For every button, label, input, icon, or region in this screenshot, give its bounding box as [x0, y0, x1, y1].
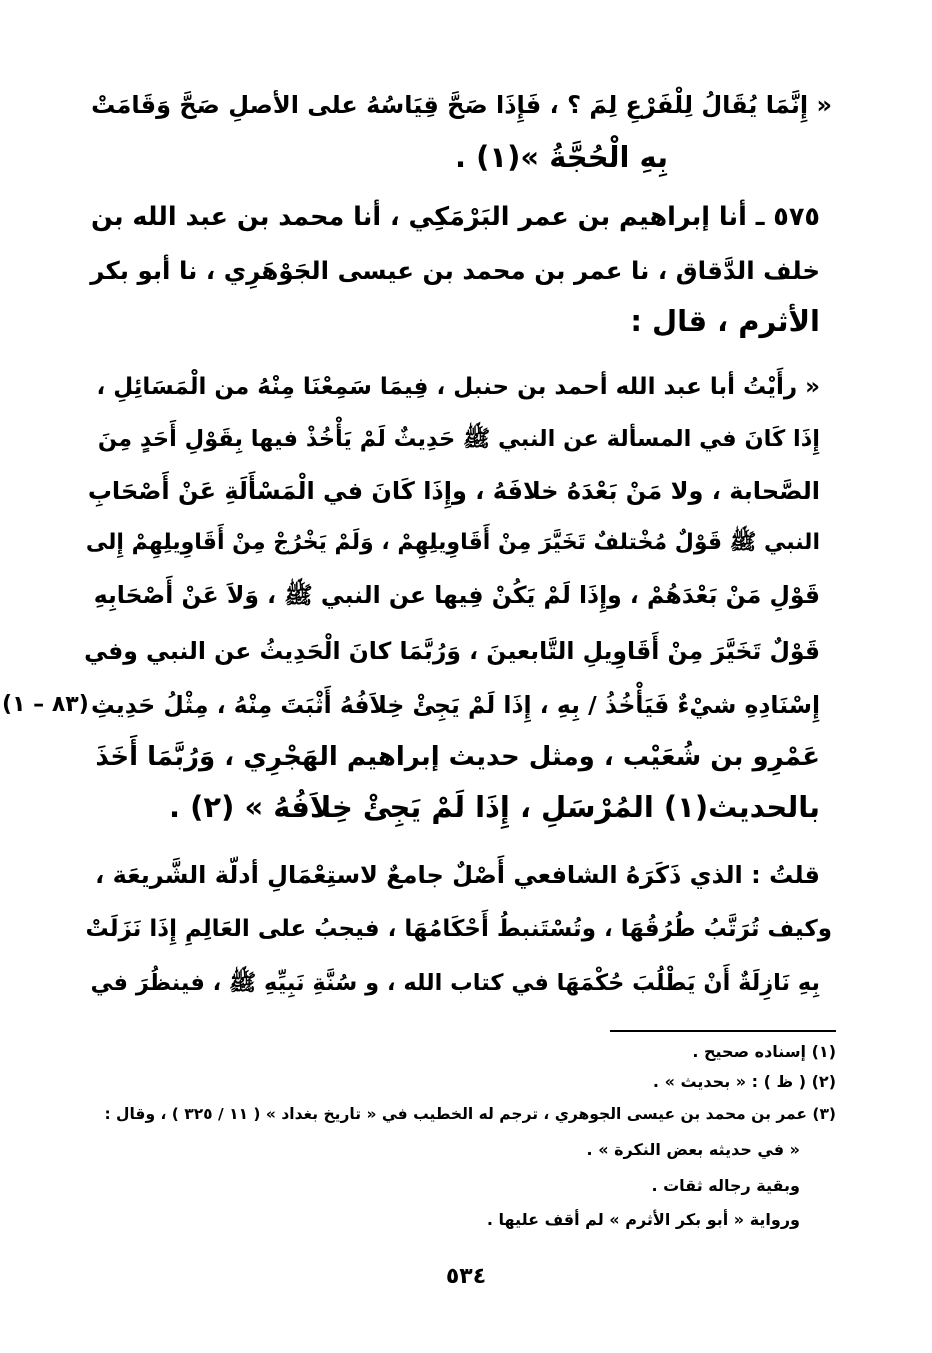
body-line: النبي ﷺ قَوْلٌ مُخْتلفٌ تَخَيَّرَ مِنْ أَقَاوِيلِهِمْ ، وَلَمْ يَخْرُجْ مِنْ أَقَاوِيلِهِمْ إِلى — [85, 530, 820, 555]
body-line: خلف الدَّقاق ، نا عمر بن محمد بن عيسى الجَوْهَرِي ، نا أبو بكر — [90, 256, 820, 285]
body-line: الأثرم ، قال : — [630, 304, 820, 338]
footnote: ورواية « أبو بكر الأثرم » لم أقف عليها . — [486, 1210, 800, 1229]
footnote: (١) إسناده صحيح . — [692, 1042, 836, 1061]
body-line: قلتُ : الذي ذَكَرَهُ الشافعي أَصْلٌ جامعٌ لاستِعْمَالِ أدلّة الشَّريعَة ، — [95, 861, 820, 889]
hadith-number-line: ٥٧٥ ـ أنا إبراهيم بن عمر البَرْمَكِي ، أنا محمد بن عبد الله بن — [91, 202, 820, 232]
footnote: (٣) عمر بن محمد بن عيسى الجوهري ، ترجم له الخطيب في « تاريخ بغداد » ( ١١ / ٣٢٥ ) ، وقال : — [104, 1105, 836, 1123]
margin-reference: (٨٣ – ١) — [2, 692, 89, 717]
footnote-divider — [610, 1030, 836, 1032]
footnote: (٢) ( ظ ) : « بحديث » . — [652, 1072, 836, 1091]
footnote: « في حديثه بعض النكرة » . — [586, 1140, 800, 1159]
body-line: « إِنَّمَا يُقَالُ لِلْفَرْعِ لِمَ ؟ ، فَإِذَا صَحَّ قِيَاسُهُ على الأصلِ صَحَّ وَقَامَتْ — [91, 91, 832, 119]
body-line: بِهِ نَازِلَةٌ أَنْ يَطْلُبَ حُكْمَهَا في كتاب الله ، و سُنَّةِ نَبِيِّهِ ﷺ ، فينظُرَ في — [90, 970, 820, 996]
footnote: وبقية رجاله ثقات . — [651, 1176, 800, 1195]
body-line: إِسْنَادِهِ شيْءٌ فَيَأْخُذُ / بِهِ ، إِذَا لَمْ يَجِئْ خِلاَفُهُ أَثْبَتَ مِنْهُ ، مِثْلُ حَدِيثِ — [91, 691, 820, 719]
body-line: عَمْرِو بن شُعَيْب ، ومثل حديث إبراهيم الهَجْرِي ، وَرُبَّمَا أَخَذَ — [95, 742, 820, 772]
page-number: ٥٣٤ — [445, 1264, 487, 1289]
body-line: الصَّحابة ، ولا مَنْ بَعْدَهُ خلافَهُ ، وإِذَا كَانَ في الْمَسْأَلَةِ عَنْ أَصْحَابِ — [87, 477, 820, 505]
body-line: بِهِ الْحُجَّةُ »(١) . — [455, 140, 668, 174]
body-line: قَوْلٌ تَخَيَّرَ مِنْ أَقَاوِيلِ التَّابعينَ ، وَرُبَّمَا كانَ الْحَدِيثُ عن النبي وفي — [84, 637, 820, 665]
body-line: إِذَا كَانَ في المسألة عن النبي ﷺ حَدِيثٌ لَمْ يَأْخُذْ فيها بِقَوْلِ أَحَدٍ مِنَ — [97, 426, 820, 452]
body-line: وكيف تُرَتَّبُ طُرُقُهَا ، وتُسْتَنبطُ أَحْكَامُهَا ، فيجبُ على العَالِمِ إِذَا نَزَلَتْ — [85, 916, 832, 942]
body-line: « رأَيْتُ أبا عبد الله أحمد بن حنبل ، فِيمَا سَمِعْنَا مِنْهُ من الْمَسَائِلِ ، — [96, 374, 820, 400]
body-line: قَوْلِ مَنْ بَعْدَهُمْ ، وإِذَا لَمْ يَكُنْ فِيها عن النبي ﷺ ، وَلاَ عَنْ أَصْحَابِهِ — [93, 581, 820, 609]
body-line: بالحديث(١) المُرْسَلِ ، إِذَا لَمْ يَجِئْ خِلاَفُهُ » (٢) . — [169, 790, 820, 824]
